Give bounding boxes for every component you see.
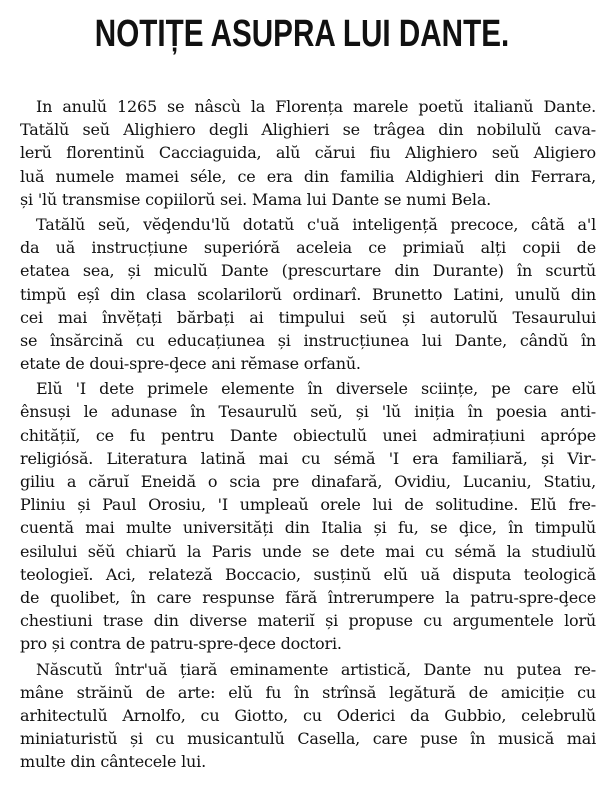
text-line: Tatălŭ seŭ, vĕḑendu'lŭ dotatŭ c'uă inteligență precoce, câtă a'l	[36, 214, 596, 234]
text-line: giliu a căruĭ Eneidă o scia pre dinafară, Ovidiu, Lucaniu, Statiu,	[20, 472, 596, 491]
text-line: timpŭ eșî din clasa scolarilorŭ ordinarî. Brunetto Latini, unulŭ din	[20, 284, 596, 304]
text-line: ênsuși le adunase în Tesaurulŭ seŭ, și 'lŭ iniția în poesia anti-	[20, 402, 596, 422]
text-line: cei mai învĕțați bărbați ai timpului seŭ și autorulŭ Tesaurului	[20, 307, 596, 327]
paragraph	[20, 95, 596, 211]
text-line: etate de doui-spre-ḑece ani rĕmase orfanŭ.	[20, 354, 361, 374]
text-line: religiósă. Literatura latină mai cu sémă 'I era familiară, și Vir-	[20, 448, 596, 468]
text-line: se însărcină cu educațiunea și instrucțiunea lui Dante, cândŭ în	[20, 330, 596, 350]
text-line: mâne străinŭ de arte: elŭ fu în strînsă legătură de amiciție cu	[20, 682, 596, 702]
page-title: NOTIȚE ASUPRA LUI DANTE.	[94, 13, 510, 55]
article-body	[20, 95, 596, 775]
text-line: chitățiĭ, ce fu pentru Dante obiectulŭ unei admirațiuni aprópe	[20, 425, 596, 445]
text-line: teologieĭ. Aci, relateză Boccacio, susținŭ elŭ uă disputa teologică	[20, 564, 596, 584]
text-line: da uă instrucțiune superióră aceleia ce primiaŭ alți copii de	[20, 238, 596, 258]
text-line: de quolibet, în care respunse fără întrerumpere la patru-spre-ḑece	[20, 587, 596, 607]
text-line: pro și contra de patru-spre-ḑece doctori.	[20, 634, 342, 654]
text-line: Pliniu și Paul Orosiu, 'I umpleaŭ orele lui de solitudine. Elŭ fre-	[20, 495, 596, 515]
text-line: arhitectulŭ Arnolfo, cu Giotto, cu Oderici da Gubbio, celebrulŭ	[20, 705, 596, 725]
text-line: Elŭ 'I dete primele elemente în diversele sciințe, pe care elŭ	[36, 379, 596, 399]
text-line: luă numele mamei séle, ce era din familia Aldighieri din Ferrara,	[20, 166, 596, 186]
text-line: și 'lŭ transmise copiilorŭ sei. Mama lui Dante se numi Bela.	[20, 189, 492, 209]
text-line: esilului sĕŭ chiarŭ la Paris unde se dete mai cu sémă la studiulŭ	[20, 541, 596, 561]
paragraph	[20, 658, 596, 774]
text-line: chestiuni trase din diverse materiĭ și propuse cu argumentele lorŭ	[20, 611, 596, 631]
text-line: Tatălŭ seŭ Alighiero degli Alighieri se trâgea din nobilulŭ cava-	[20, 120, 596, 140]
text-line: multe din cântecele lui.	[20, 752, 206, 772]
paragraph	[20, 377, 596, 655]
text-line: lerŭ florentinŭ Cacciaguida, alŭ cărui fiu Alighiero seŭ Aligiero	[20, 143, 596, 163]
text-line: Născutŭ într'uă țiară eminamente artistică, Dante nu putea re-	[36, 659, 596, 679]
text-line: In anulŭ 1265 se nâscù la Florența marele poetŭ italianŭ Dante.	[36, 97, 596, 116]
text-line: etatea sea, și miculŭ Dante (prescurtare din Durante) în scurtŭ	[20, 261, 596, 281]
text-line: cuentă mai multe universități din Italia și fu, se ḑice, în timpulŭ	[20, 518, 596, 538]
paragraph	[20, 213, 596, 375]
text-line: miniaturistŭ și cu musicantulŭ Casella, care puse în musică mai	[20, 729, 596, 749]
